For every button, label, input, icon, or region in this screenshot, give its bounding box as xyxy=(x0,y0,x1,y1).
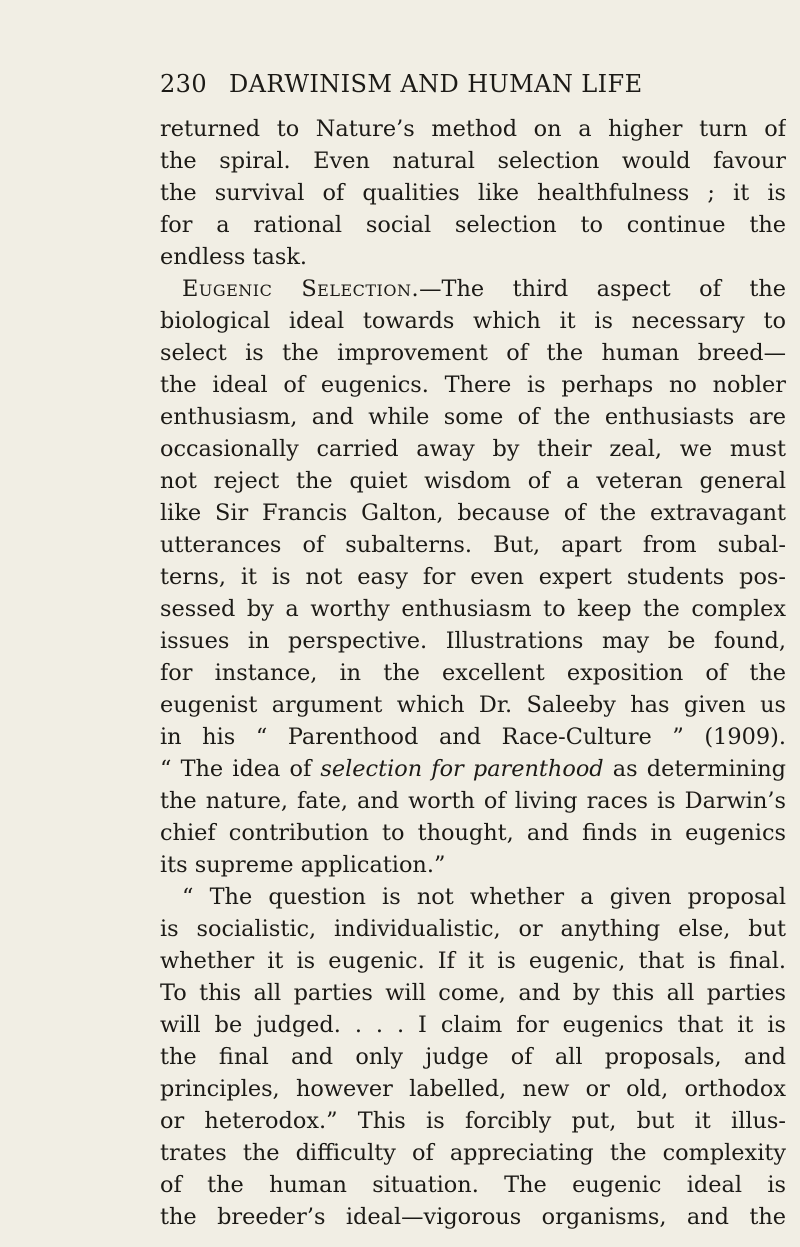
text-line: select is the improvement of the human breed— xyxy=(160,340,786,366)
text-line: To this all parties will come, and by this all parties xyxy=(160,980,786,1006)
text-fragment: “ The idea of xyxy=(160,756,321,782)
text-line: its supreme application.” xyxy=(160,852,446,878)
text-line: or heterodox.” This is forcibly put, but it illus- xyxy=(160,1108,786,1134)
text-line: “ The question is not whether a given proposal xyxy=(182,884,786,910)
text-line: trates the difficulty of appreciating the complexity xyxy=(160,1140,786,1166)
text-line: endless task. xyxy=(160,244,308,270)
text-line: will be judged. . . . I claim for eugenics that it is xyxy=(160,1012,786,1038)
running-head xyxy=(160,70,680,110)
text-line: utterances of subalterns. But, apart from subal- xyxy=(160,532,786,558)
text-line: in his “ Parenthood and Race-Culture ” (1909). xyxy=(160,724,786,750)
italic-phrase: selection for parenthood xyxy=(320,756,604,782)
text-line: not reject the quiet wisdom of a veteran general xyxy=(160,468,786,494)
text-line: occasionally carried away by their zeal, we must xyxy=(160,436,786,462)
text-fragment: —The third aspect of the xyxy=(419,276,786,302)
text-line: the ideal of eugenics. There is perhaps no nobler xyxy=(160,372,786,398)
text-line: the final and only judge of all proposals, and xyxy=(160,1044,786,1070)
text-line: whether it is eugenic. If it is eugenic, that is final. xyxy=(160,948,786,974)
text-line-section-start xyxy=(160,273,786,305)
text-line: chief contribution to thought, and finds in eugenics xyxy=(160,820,786,846)
text-line: of the human situation. The eugenic ideal is xyxy=(160,1172,786,1198)
text-fragment: as determining xyxy=(603,756,786,782)
text-line: biological ideal towards which it is necessary to xyxy=(160,308,786,334)
text-line: enthusiasm, and while some of the enthusiasts are xyxy=(160,404,786,430)
text-line: the nature, fate, and worth of living races is Darwin’s xyxy=(160,788,786,814)
text-line: like Sir Francis Galton, because of the extravagant xyxy=(160,500,786,526)
text-line: the spiral. Even natural selection would favour xyxy=(160,148,786,174)
text-line: the breeder’s ideal—vigorous organisms, and the xyxy=(160,1204,786,1230)
text-line: is socialistic, individualistic, or anything else, but xyxy=(160,916,786,942)
page-number: 230 xyxy=(160,70,208,98)
text-line: principles, however labelled, new or old, orthodox xyxy=(160,1076,786,1102)
text-line: sessed by a worthy enthusiasm to keep the complex xyxy=(160,596,786,622)
text-line: for instance, in the excellent exposition of the xyxy=(160,660,786,686)
text-line: the survival of qualities like healthfulness ; it is xyxy=(160,180,786,206)
section-heading: Eugenic Selection. xyxy=(182,276,420,302)
running-title: DARWINISM AND HUMAN LIFE xyxy=(229,70,643,98)
text-line: eugenist argument which Dr. Saleeby has given us xyxy=(160,692,786,718)
text-line: returned to Nature’s method on a higher turn of xyxy=(160,116,786,142)
text-line-quote xyxy=(160,753,786,785)
body-text xyxy=(160,113,786,1233)
text-line: terns, it is not easy for even expert students pos- xyxy=(160,564,786,590)
text-line: issues in perspective. Illustrations may be found, xyxy=(160,628,786,654)
text-line: for a rational social selection to continue the xyxy=(160,212,786,238)
